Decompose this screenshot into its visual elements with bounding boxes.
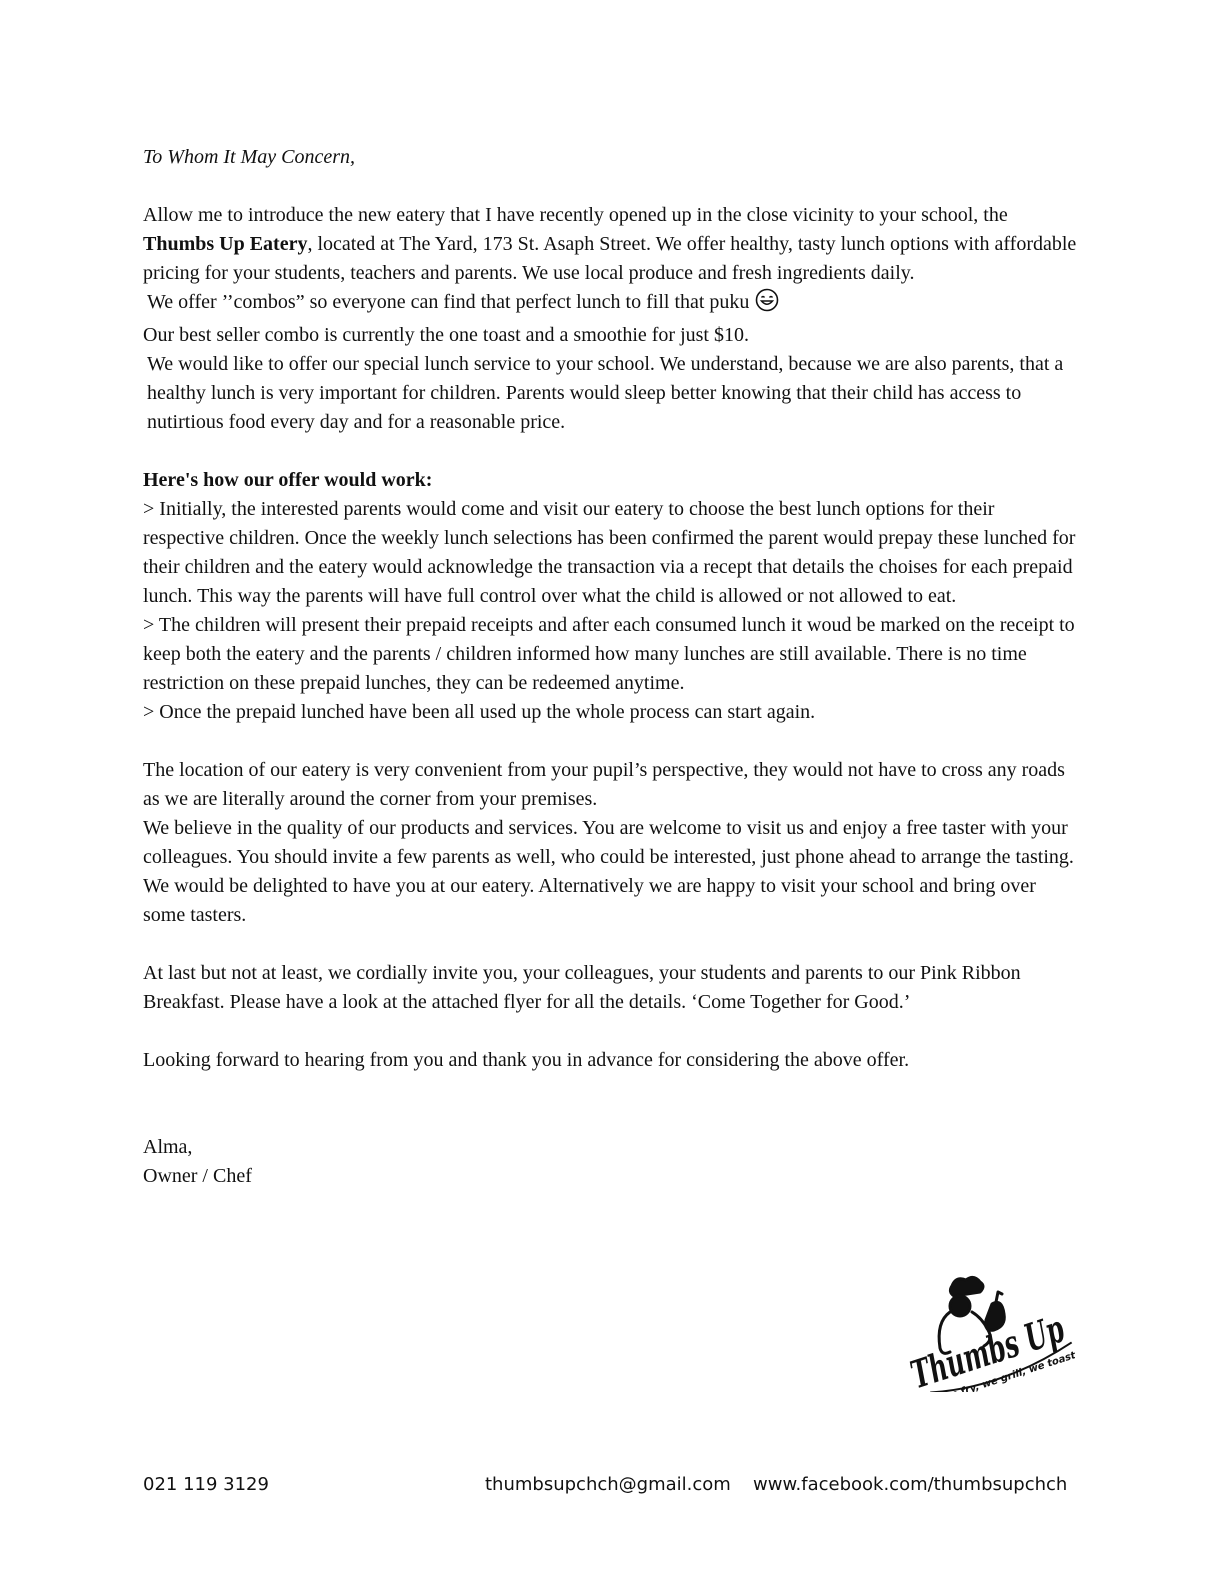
footer-website[interactable]: www.facebook.com/thumbsupchch — [753, 1474, 1068, 1495]
spacer — [143, 172, 1078, 201]
best-seller-line: Our best seller combo is currently the one toast and a smoothie for just $10. — [143, 324, 749, 346]
lunch-service-paragraph: We would like to offer our special lunch service to your school. We understand, because we are also parents, that a healthy lunch is very important for children. Parents would sleep better knowing that their child has access to nutirtious food every day and for a reasonable price. — [147, 353, 1064, 433]
smiley-face-icon — [755, 288, 779, 321]
footer-phone: 021 119 3129 — [143, 1474, 269, 1495]
spacer — [143, 727, 1078, 756]
spacer — [143, 1017, 1078, 1046]
offer-heading: Here's how our offer would work: — [143, 469, 433, 491]
eatery-name: Thumbs Up Eatery — [143, 233, 308, 255]
offer-step-1: > Initially, the interested parents would come and visit our eatery to choose the best lunch options for their respective children. Once the weekly lunch selections has been confirmed the parent would prepay these lunched for their children and the eatery would acknowledge the transaction via a recept that details the choises for each prepaid lunch. This way the parents will have full control over what the child is allowed or not allowed to eat. — [143, 498, 1076, 607]
logo-wordmark: Thumbs — [905, 1301, 1075, 1392]
combos-text: We offer ’’combos” so everyone can find that perfect lunch to fill that puku — [147, 291, 750, 313]
combos-line — [143, 288, 1078, 321]
thumbs-up-logo — [900, 1272, 1075, 1392]
spacer — [143, 930, 1078, 959]
spacer — [143, 437, 1078, 466]
intro-paragraph — [143, 201, 1078, 288]
signature-title: Owner / Chef — [143, 1165, 252, 1187]
invitation-paragraph: At last but not at least, we cordially invite you, your colleagues, your students and parents to our Pink Ribbon Breakfast. Please have a look at the attached flyer for all the details. ‘Come Together for Good.’ — [143, 962, 1021, 1013]
intro-text-2: , located at The Yard, 173 St. Asaph Street. We offer healthy, tasty lunch options with affordable pricing for your students, teachers and parents. We use local produce and fresh ingredients daily. — [143, 233, 1077, 284]
spacer — [143, 1075, 1078, 1133]
offer-step-3: > Once the prepaid lunched have been all used up the whole process can start again. — [143, 701, 816, 723]
salutation: To Whom It May Concern, — [143, 146, 356, 168]
logo-tagline: we fry, we grill, we toast — [940, 1350, 1075, 1392]
quality-paragraph: We believe in the quality of our products and services. You are welcome to visit us and enjoy a free taster with your colleagues. You should invite a few parents as well, who could be interested, just phone ahead to arrange the tasting. We would be delighted to have you at our eatery. Alternatively we are happy to visit your school and bring over some tasters. — [143, 817, 1074, 926]
footer-email[interactable]: thumbsupchch@gmail.com — [485, 1474, 731, 1495]
signature-name: Alma, — [143, 1136, 193, 1158]
letter-body — [143, 143, 1078, 1191]
location-paragraph: The location of our eatery is very convenient from your pupil’s perspective, they would not have to cross any roads as we are literally around the corner from your premises. — [143, 759, 1065, 810]
closing-paragraph: Looking forward to hearing from you and thank you in advance for considering the above offer. — [143, 1049, 910, 1071]
offer-step-2: > The children will present their prepaid receipts and after each consumed lunch it woud be marked on the receipt to keep both the eatery and the parents / children informed how many lunches are still available. There is no time restriction on these prepaid lunches, they can be redeemed anytime. — [143, 614, 1075, 694]
intro-text-1: Allow me to introduce the new eatery that I have recently opened up in the close vicinity to your school, the — [143, 204, 1008, 226]
